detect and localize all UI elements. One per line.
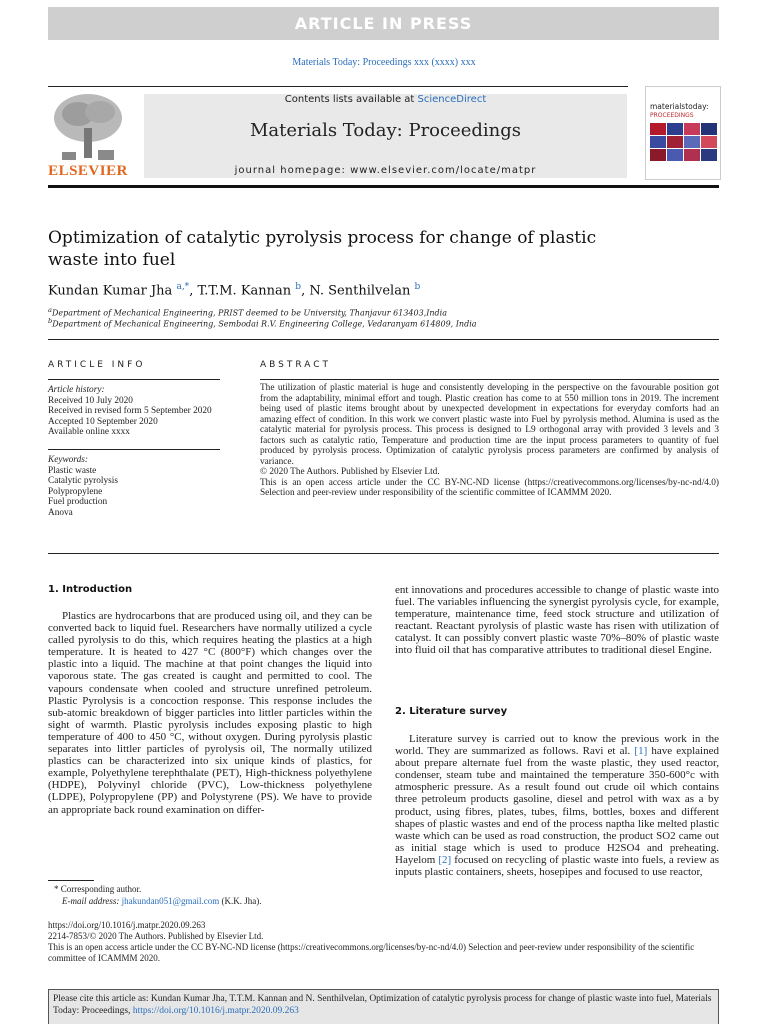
keyword-item: Anova: [48, 507, 73, 518]
affil-text: Department of Mechanical Engineering, Sembodai R.V. Engineering College, Vedaranyam 614809, India: [52, 319, 477, 329]
journal-cover-image: [645, 86, 721, 180]
header-rule: [48, 86, 628, 87]
issn-line: 2214-7853/© 2020 The Authors. Published by Elsevier Ltd.: [48, 931, 264, 941]
abstract-license: This is an open access article under the CC BY-NC-ND license (https://creativecommons.org/licenses/by-nc-nd/4.0) Selection and peer-review under responsibility of the scientific committee of ICAMMM 2020.: [260, 477, 719, 498]
email-link[interactable]: jhakundan051@gmail.com: [121, 896, 220, 906]
abstract-copyright: © 2020 The Authors. Published by Elsevier Ltd.: [260, 467, 440, 477]
keyword-item: Plastic waste: [48, 465, 97, 476]
affil-text: Department of Mechanical Engineering, PRIST deemed to be University, Thanjavur 613403,India: [51, 308, 447, 318]
abstract-heading: ABSTRACT: [260, 360, 332, 370]
literature-heading: 2. Literature survey: [395, 706, 508, 717]
affiliation-a: [48, 306, 719, 318]
email-suffix: (K.K. Jha).: [219, 896, 262, 906]
keywords-label: Keywords:: [48, 455, 88, 465]
cover-subtitle: PROCEEDINGS: [650, 112, 694, 119]
affil-mark: b: [48, 317, 53, 325]
history-item: Received in revised form 5 September 2020: [48, 406, 212, 416]
journal-title: Materials Today: Proceedings: [249, 120, 522, 141]
author-list: [48, 282, 719, 298]
history-item: Accepted 10 September 2020: [48, 416, 158, 427]
email-line: [62, 896, 382, 907]
citation-text: Please cite this article as: Kundan Kumar Jha, T.T.M. Kannan and N. Senthilvelan, Optimization of catalytic pyrolysis process for change of plastic waste into fuel, Materials Today: Proceedings,: [53, 994, 712, 1016]
history-item: Available online xxxx: [48, 427, 130, 437]
literature-paragraph: [395, 733, 719, 878]
keyword-item: Fuel production: [48, 497, 108, 507]
license-footer: This is an open access article under the CC BY-NC-ND license (https://creativecommons.org/licenses/by-nc-nd/4.0) Selection and peer-review under responsibility of the scientific committee of ICAMMM 2020.: [48, 942, 695, 963]
tree-icon: [48, 92, 128, 162]
lit-text: have explained about prepare alternate fuel from the waste plastic, they used reactor, condenser, steam tube and maintained the temperature 350-600°c with atmospheric pressure. As a result found out crude oil which contains three petroleum products gasoline, diesel and petrol with wax as a by product, using fibres, plates, tubes, films, bottles, boxes and different shapes of plastic wastes and end of the process naptha like melted plastic waste which can be used as road construction, the product SO2 came out as initial stage which is used to produce H2SO4 and preheating. Hayelom: [395, 745, 719, 866]
article-in-press-banner: ARTICLE IN PRESS: [48, 7, 719, 40]
citation-box: [48, 989, 719, 1024]
cover-art: [646, 87, 720, 179]
journal-reference[interactable]: Materials Today: Proceedings xxx (xxxx) xxx: [292, 57, 476, 68]
email-label: E-mail address:: [62, 896, 122, 906]
citation-link[interactable]: [2]: [438, 853, 452, 866]
doi-link[interactable]: https://doi.org/10.1016/j.matpr.2020.09.263: [48, 920, 206, 930]
article-history: [48, 385, 238, 438]
author-separator: ,: [301, 283, 310, 299]
section-rule: [48, 339, 719, 340]
article-info-rule: [48, 379, 220, 380]
contents-prefix: Contents lists available at: [284, 94, 418, 105]
abstract-rule: [260, 379, 719, 380]
author-name: N. Senthilvelan: [309, 283, 411, 299]
citation-doi-link[interactable]: https://doi.org/10.1016/j.matpr.2020.09.263: [132, 1006, 299, 1016]
footnote-rule: [48, 880, 94, 881]
sciencedirect-link[interactable]: ScienceDirect: [417, 94, 487, 105]
author-separator: ,: [189, 283, 198, 299]
author-affil-mark[interactable]: b: [414, 282, 421, 292]
keywords: [48, 455, 238, 518]
article-title: Optimization of catalytic pyrolysis process for change of plastic waste into fuel: [48, 228, 597, 270]
affiliation-b: [48, 317, 719, 329]
citation-link[interactable]: [1]: [634, 745, 648, 758]
contents-line: [144, 94, 627, 105]
corresponding-author: * Corresponding author.: [54, 884, 142, 894]
introduction-paragraph: Plastics are hydrocarbons that are produced using oil, and they can be converted back to liquid fuel. Researchers have normally utilized a cycle called pyrolysis to do this, which requires heating the plastics at a high temperature. It is heated to 427 °C (800°F) which changes over the plastic into a liquid. The machine at that point changes the liquid into vaporous state. The gas created is caught and permitted to cool. The vapours condensate when cooled and structure unrefined petroleum. Plastic Pyrolysis is a concoction response. This response includes the sub-atomic breakdown of bigger particles into littler particles within the sight of warmth. Plastic pyrolysis includes exposing plastic to high temperature of 400 to 450 °C, without oxygen. During pyrolysis plastic separates into littler particles of pyrolysis oil, The normally utilized plastics can be characterized into six unique kinds of plastics, for example, Polyethylene terephthalate (PET), High-thickness polyethylene (HDPE), Polyvinyl chloride (PVC), Low-thickness polyethylene (LDPE), Polypropylene (PP) and Polystyrene (PS). We have to provide an appropriate back round examination on differ-: [48, 610, 372, 816]
abstract-body: [260, 383, 719, 499]
journal-homepage[interactable]: journal homepage: www.elsevier.com/locate/matpr: [234, 165, 537, 176]
keywords-rule: [48, 449, 220, 450]
body-rule: [48, 553, 719, 554]
introduction-continuation: ent innovations and procedures accessible to change of plastic waste into fuel. The variables influencing the synergist pyrolysis cycle, for example, temperature, maintenance time, feed stock structure and utilization of reactant. Reactant pyrolysis of plastic waste has risen with utilization of catalyst. It can possibly convert plastic waste 70%–80% of plastic waste into fluid oil that has comparative attributes to traditional diesel Engine.: [395, 584, 719, 657]
abstract-text: The utilization of plastic material is huge and consistently developing in the perspective on the favourable position got from the adaptability, minimal effort and tough. Plastic creation has come to at 550 million tons in 2019. The increment being used of plastic items brought about by unexpected development in expectations for everyday comforts had an amazing effect of condition. In this work we convert plastic waste into Fuel by pyrolysis method. Alumina is used as the catalytic material for pyrolysis process. This process is designed to L9 orthogonal array with provided 3 levels and 3 factors such as catalytic ratio, Temperature and production time are the input process parameters to quantity of fuel produced by pyrolysis process. Optimization of catalytic pyrolysis process parameters are confirmed by analysis of variance.: [260, 383, 719, 467]
keyword-item: Catalytic pyrolysis: [48, 476, 118, 486]
article-info-heading: ARTICLE INFO: [48, 360, 146, 370]
introduction-heading: 1. Introduction: [48, 584, 133, 595]
author-name: T.T.M. Kannan: [197, 283, 292, 299]
author-name: Kundan Kumar Jha: [48, 283, 173, 299]
cover-title: materialstoday:: [650, 102, 709, 111]
elsevier-wordmark: ELSEVIER: [48, 163, 128, 179]
keyword-item: Polypropylene: [48, 486, 103, 497]
history-item: Received 10 July 2020: [48, 395, 133, 406]
affil-mark: a: [48, 306, 52, 314]
author-affil-mark[interactable]: a,*: [176, 282, 190, 292]
lit-text: Literature survey is carried out to know the previous work in the world. They are summarized as follows. Ravi et al.: [395, 733, 719, 758]
author-affil-mark[interactable]: b: [295, 282, 302, 292]
header-thick-rule: [48, 185, 719, 188]
history-label: Article history:: [48, 385, 105, 395]
lit-text: focused on recycling of plastic waste into fuels, a review as inputs plastic containers, sheets, hosepipes and focused to use reactor,: [395, 853, 719, 879]
